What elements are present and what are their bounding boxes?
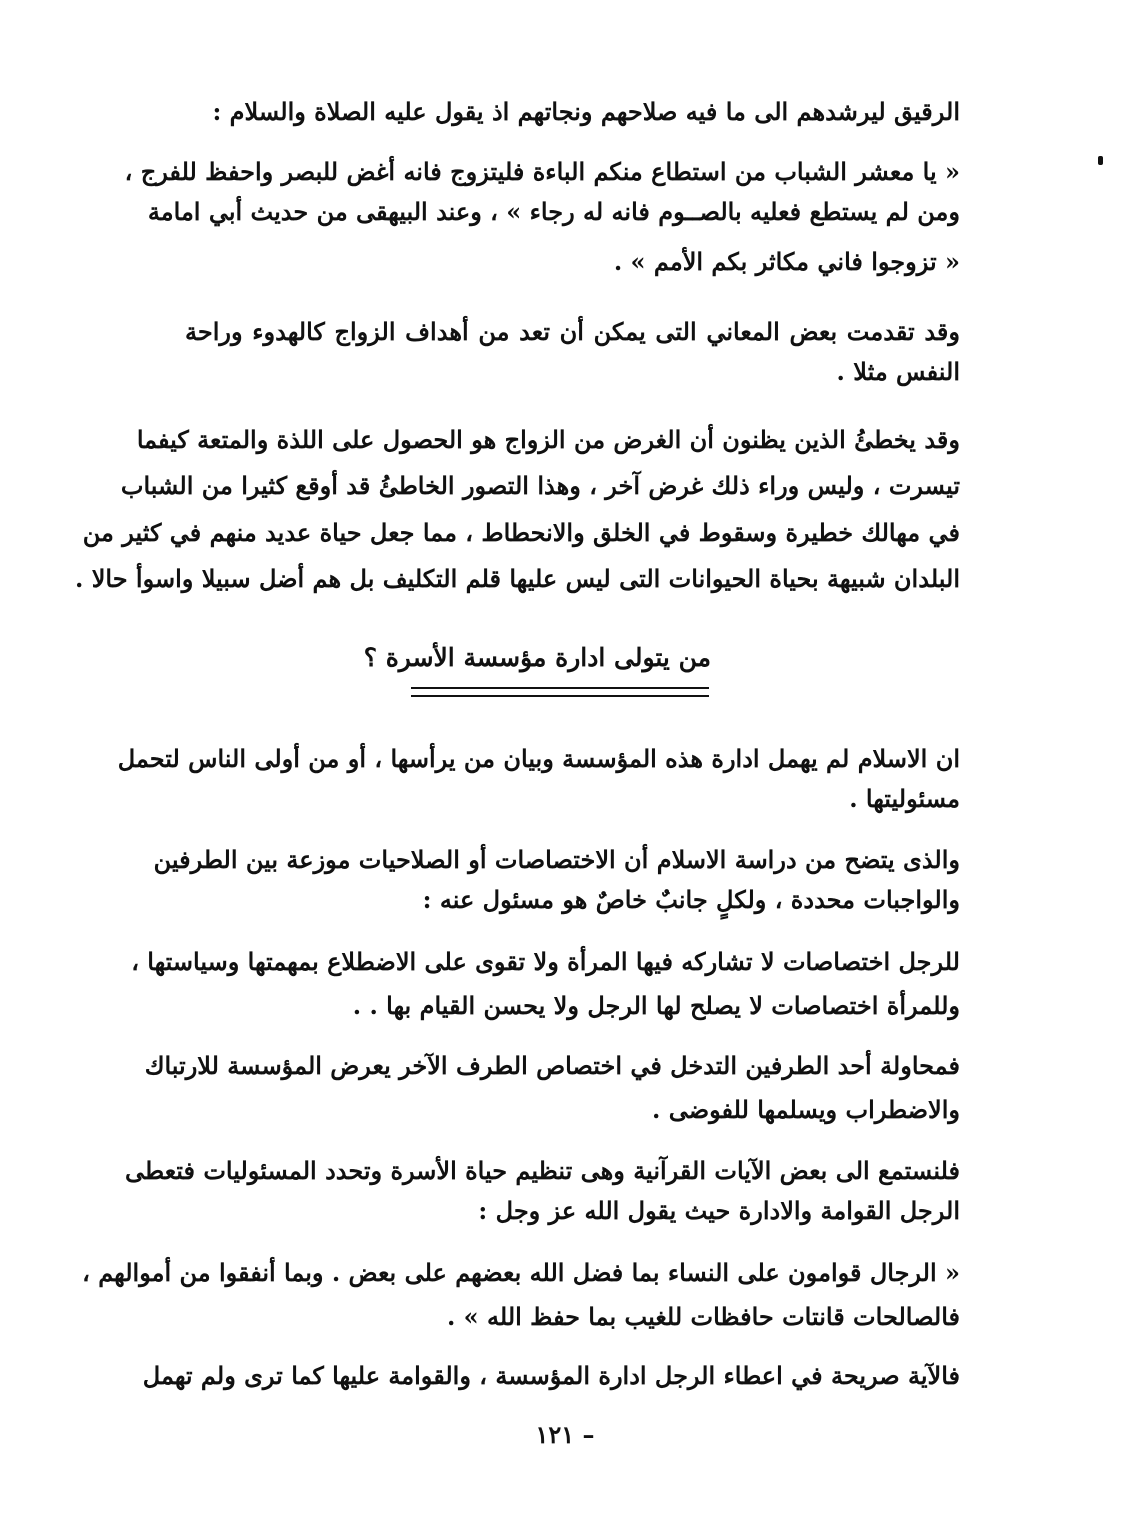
text-line: « يا معشر الشباب من استطاع منكم الباءة فليتزوج فانه أغض للبصر واحفظ للفرج ، bbox=[124, 157, 960, 186]
text-line: ان الاسلام لم يهمل ادارة هذه المؤسسة وبيان من يرأسها ، أو من أولى الناس لتحمل bbox=[117, 744, 960, 773]
text-line: فمحاولة أحد الطرفين التدخل في اختصاص الطرف الآخر يعرض المؤسسة للارتباك bbox=[144, 1051, 960, 1080]
text-line: فالآية صريحة في اعطاء الرجل ادارة المؤسسة ، والقوامة عليها كما ترى ولم تهمل bbox=[142, 1361, 960, 1390]
text-line: « تزوجوا فاني مكاثر بكم الأمم » . bbox=[613, 247, 960, 276]
heading-underline bbox=[411, 695, 709, 697]
text-line: النفس مثلا . bbox=[836, 357, 960, 386]
text-line: الرقيق ليرشدهم الى ما فيه صلاحهم ونجاتهم اذ يقول عليه الصلاة والسلام : bbox=[212, 97, 960, 126]
text-line: للرجل اختصاصات لا تشاركه فيها المرأة ولا تقوى على الاضطلاع بمهمتها وسياستها ، bbox=[131, 947, 960, 976]
text-line: والذى يتضح من دراسة الاسلام أن الاختصاصات أو الصلاحيات موزعة بين الطرفين bbox=[153, 845, 960, 874]
text-line: ومن لم يستطع فعليه بالصــوم فانه له رجاء » ، وعند البيهقى من حديث أبي امامة bbox=[147, 197, 960, 226]
text-line: والواجبات محددة ، ولكلٍ جانبٌ خاصٌ هو مسئول عنه : bbox=[422, 885, 960, 914]
text-line: مسئوليتها . bbox=[849, 784, 960, 813]
heading-underline bbox=[411, 687, 709, 689]
text-line: فالصالحات قانتات حافظات للغيب بما حفظ الله » . bbox=[446, 1302, 960, 1331]
text-line: « الرجال قوامون على النساء بما فضل الله بعضهم على بعض . وبما أنفقوا من أموالهم ، bbox=[82, 1258, 960, 1287]
text-line: وقد تقدمت بعض المعاني التى يمكن أن تعد من أهداف الزواج كالهدوء وراحة bbox=[185, 317, 960, 346]
text-line: وللمرأة اختصاصات لا يصلح لها الرجل ولا يحسن القيام بها . . bbox=[352, 991, 960, 1020]
text-line: والاضطراب ويسلمها للفوضى . bbox=[652, 1095, 960, 1124]
text-line: تيسرت ، وليس وراء ذلك غرض آخر ، وهذا التصور الخاطئُ قد أوقع كثيرا من الشباب bbox=[120, 471, 960, 500]
text-line: في مهالك خطيرة وسقوط في الخلق والانحطاط ، مما جعل حياة عديد منهم في كثير من bbox=[82, 518, 960, 547]
section-heading: من يتولى ادارة مؤسسة الأسرة ؟ bbox=[363, 643, 711, 672]
text-line: فلنستمع الى بعض الآيات القرآنية وهى تنظيم حياة الأسرة وتحدد المسئوليات فتعطى bbox=[125, 1156, 960, 1185]
page-number: – ١٢١ bbox=[535, 1420, 595, 1449]
text-line: الرجل القوامة والادارة حيث يقول الله عز وجل : bbox=[478, 1196, 960, 1225]
margin-mark bbox=[1098, 156, 1103, 165]
text-line: البلدان شبيهة بحياة الحيوانات التى ليس عليها قلم التكليف بل هم أضل سبيلا واسوأ حالا . bbox=[75, 564, 960, 593]
text-line: وقد يخطئُ الذين يظنون أن الغرض من الزواج هو الحصول على اللذة والمتعة كيفما bbox=[136, 425, 960, 454]
